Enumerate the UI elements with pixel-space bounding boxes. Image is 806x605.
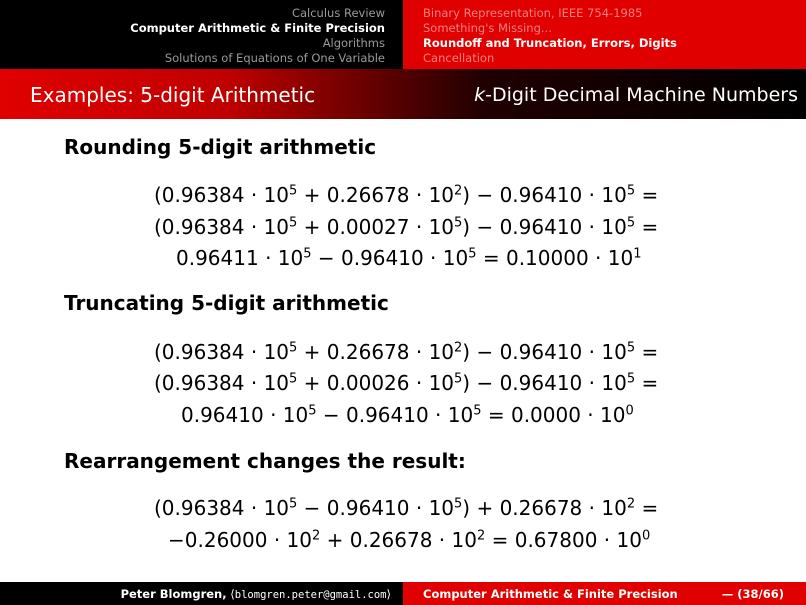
nav-subsection-roundoff-truncation[interactable]: Roundoff and Truncation, Errors, Digits: [423, 36, 677, 50]
frame-subtitle-rest: -Digit Decimal Machine Numbers: [485, 84, 798, 106]
author-name: Peter Blomgren,: [120, 587, 227, 601]
equation-line: $(0.96384 \cdot 10^5 + 0.00026 \cdot 10^5) - 0.96410 \cdot 10^5$ =: [154, 371, 659, 395]
equation-line: $(0.96384 \cdot 10^5 - 0.96410 \cdot 10^5) + 0.26678 \cdot 10^2$ =: [154, 496, 659, 520]
frame-subtitle-k: k: [474, 84, 486, 106]
footer-author: Peter Blomgren, ⟨blomgren.peter@gmail.com⟩: [0, 582, 403, 605]
equation-line: $(0.96384 \cdot 10^5 + 0.00027 \cdot 10^5) - 0.96410 \cdot 10^5$ =: [154, 215, 659, 239]
section-heading-truncating: Truncating 5-digit arithmetic: [64, 291, 389, 315]
nav-subsection-somethings-missing[interactable]: Something's Missing...: [423, 21, 552, 35]
page-number: — (38/66): [721, 587, 784, 601]
nav-section-solutions-of-equations[interactable]: Solutions of Equations of One Variable: [164, 51, 385, 65]
section-heading-rounding: Rounding 5-digit arithmetic: [64, 135, 377, 159]
footer-course: [403, 582, 806, 605]
nav-section-calculus-review[interactable]: Calculus Review: [291, 6, 385, 20]
footer-course-title[interactable]: Computer Arithmetic & Finite Precision: [423, 587, 678, 601]
subsection-nav: [403, 0, 806, 69]
nav-section-computer-arithmetic[interactable]: Computer Arithmetic & Finite Precision: [130, 21, 385, 35]
section-heading-rearrangement: Rearrangement changes the result:: [64, 449, 466, 473]
equation-line: $0.96410 \cdot 10^5 - 0.96410 \cdot 10^5 = 0.0000 \cdot 10^0$: [181, 403, 634, 427]
nav-section-algorithms[interactable]: Algorithms: [322, 36, 385, 50]
author-email[interactable]: blomgren.peter@gmail.com: [234, 589, 387, 601]
frame-subtitle: [474, 84, 798, 106]
frame-title: Examples: 5-digit Arithmetic: [30, 83, 316, 107]
equation-line: $0.96411 \cdot 10^5 - 0.96410 \cdot 10^5 = 0.10000 \cdot 10^1$: [176, 246, 642, 270]
footer: [0, 582, 806, 605]
equation-line: $(0.96384 \cdot 10^5 + 0.26678 \cdot 10^2) - 0.96410 \cdot 10^5$ =: [154, 183, 659, 207]
section-nav: [0, 0, 403, 69]
equation-line: $-0.26000 \cdot 10^2 + 0.26678 \cdot 10^2 = 0.67800 \cdot 10^0$: [168, 528, 651, 552]
top-navigation: [0, 0, 806, 69]
nav-subsection-cancellation[interactable]: Cancellation: [423, 51, 495, 65]
frame-title-bar: [0, 69, 806, 119]
equation-line: $(0.96384 \cdot 10^5 + 0.26678 \cdot 10^2) - 0.96410 \cdot 10^5$ =: [154, 340, 659, 364]
nav-subsection-binary-representation[interactable]: Binary Representation, IEEE 754-1985: [423, 6, 643, 20]
